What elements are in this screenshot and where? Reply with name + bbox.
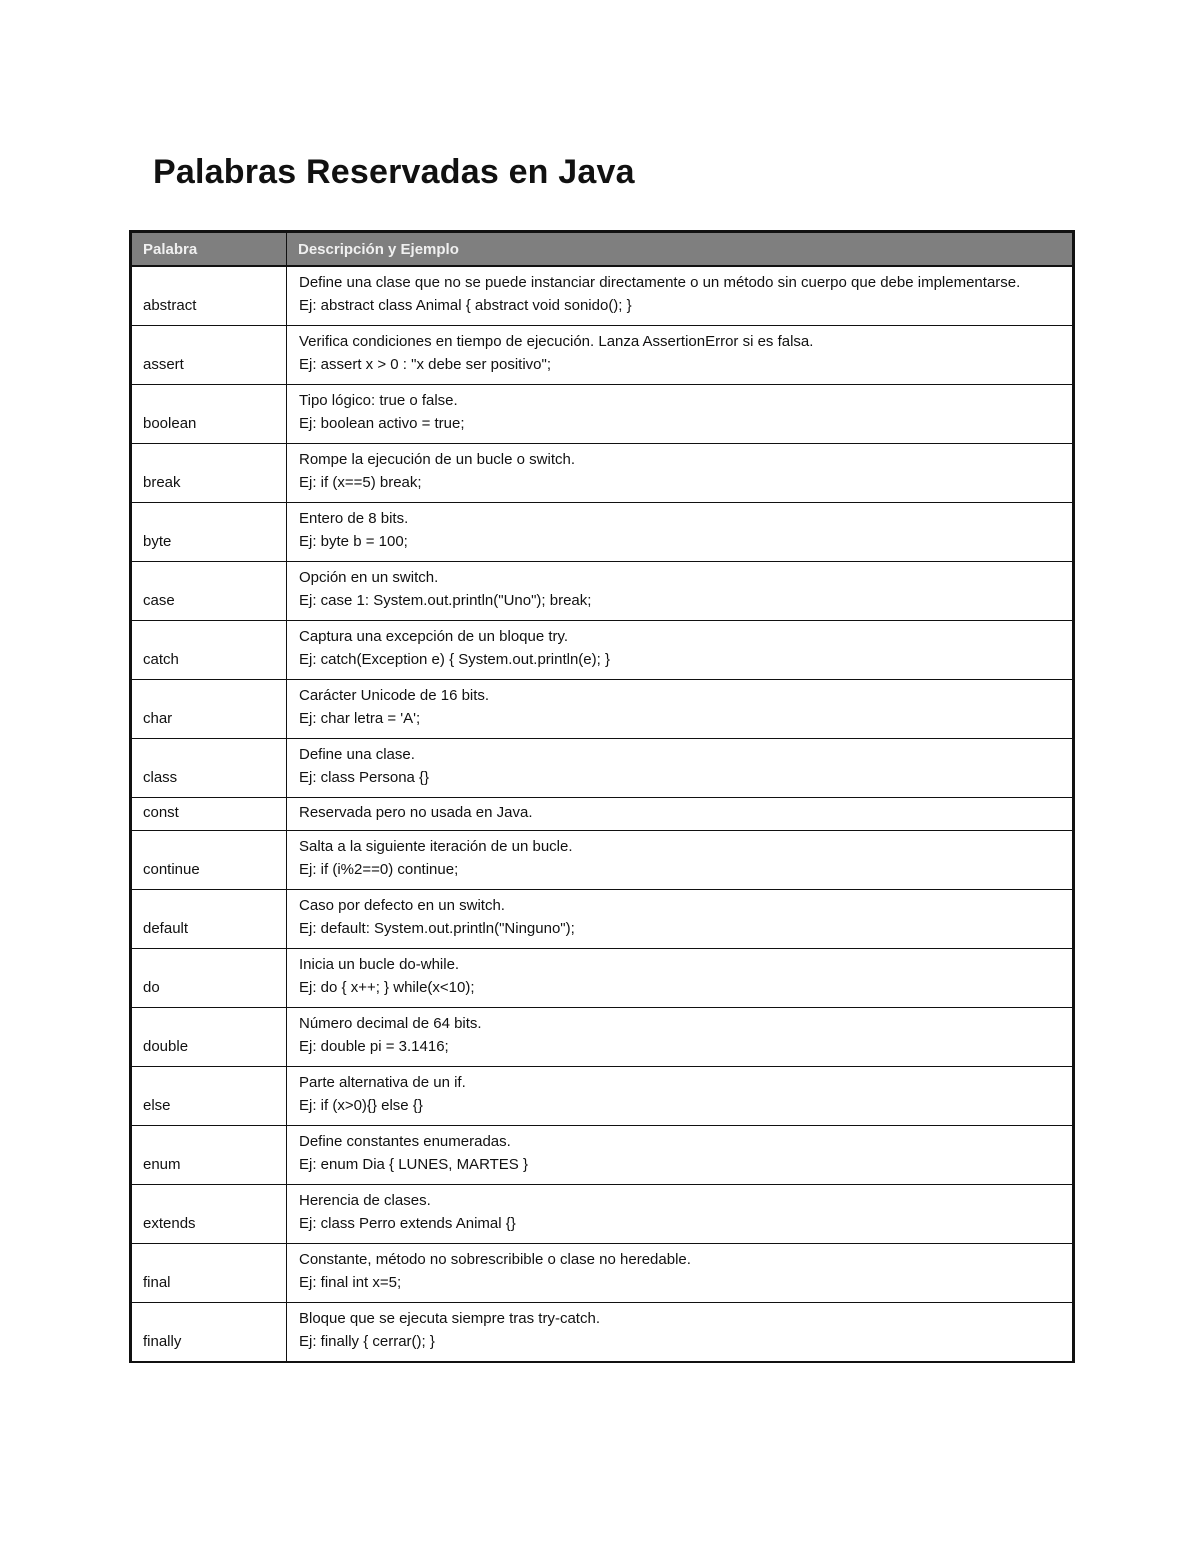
keyword-cell: default [131,890,287,949]
example-text: Ej: case 1: System.out.println("Uno"); break; [299,592,592,609]
description-text: Herencia de clases. [299,1192,431,1209]
keyword-cell: break [131,444,287,503]
table-row [131,562,1074,621]
header-palabra: Palabra [131,232,287,267]
table-header-row [131,232,1074,267]
description-cell [287,1126,1074,1185]
keyword-cell: extends [131,1185,287,1244]
description-text: Verifica condiciones en tiempo de ejecución. Lanza AssertionError si es falsa. [299,333,814,350]
keyword-cell: class [131,739,287,798]
description-text: Inicia un bucle do-while. [299,956,460,973]
example-text: Ej: final int x=5; [299,1274,402,1291]
table-row [131,1244,1074,1303]
example-text: Ej: boolean activo = true; [299,415,465,432]
description-text: Define una clase que no se puede instanciar directamente o un método sin cuerpo que debe implementarse. [299,274,1021,291]
keyword-cell: abstract [131,266,287,326]
description-text: Reservada pero no usada en Java. [299,804,533,821]
table-row [131,890,1074,949]
description-cell [287,890,1074,949]
description-cell [287,444,1074,503]
example-text: Ej: do { x++; } while(x<10); [299,979,475,996]
keyword-cell: final [131,1244,287,1303]
table-row [131,1067,1074,1126]
description-text: Caso por defecto en un switch. [299,897,505,914]
table-row [131,1185,1074,1244]
description-text: Tipo lógico: true o false. [299,392,458,409]
table-row [131,444,1074,503]
table-row [131,949,1074,1008]
description-cell [287,621,1074,680]
description-text: Constante, método no sobrescribible o clase no heredable. [299,1251,691,1268]
example-text: Ej: abstract class Animal { abstract void sonido(); } [299,297,632,314]
example-text: Ej: double pi = 3.1416; [299,1038,449,1055]
description-cell [287,831,1074,890]
description-text: Captura una excepción de un bloque try. [299,628,569,645]
description-cell [287,562,1074,621]
description-cell [287,326,1074,385]
description-text: Bloque que se ejecuta siempre tras try-catch. [299,1310,600,1327]
description-text: Opción en un switch. [299,569,439,586]
description-text: Carácter Unicode de 16 bits. [299,687,490,704]
table-row [131,739,1074,798]
table-row [131,1008,1074,1067]
description-cell [287,798,1074,831]
keyword-cell: enum [131,1126,287,1185]
description-cell [287,1067,1074,1126]
description-text: Rompe la ejecución de un bucle o switch. [299,451,575,468]
example-text: Ej: class Perro extends Animal {} [299,1215,516,1232]
example-text: Ej: default: System.out.println("Ninguno"); [299,920,575,937]
table-row [131,266,1074,326]
description-text: Número decimal de 64 bits. [299,1015,482,1032]
description-text: Salta a la siguiente iteración de un bucle. [299,838,573,855]
table-row [131,503,1074,562]
example-text: Ej: catch(Exception e) { System.out.println(e); } [299,651,610,668]
example-text: Ej: finally { cerrar(); } [299,1333,435,1350]
description-text: Entero de 8 bits. [299,510,409,527]
table-row [131,1303,1074,1363]
example-text: Ej: enum Dia { LUNES, MARTES } [299,1156,528,1173]
example-text: Ej: byte b = 100; [299,533,408,550]
description-cell [287,949,1074,1008]
description-cell [287,1244,1074,1303]
keyword-cell: const [131,798,287,831]
page-title: Palabras Reservadas en Java [153,153,635,191]
description-cell [287,1185,1074,1244]
example-text: Ej: if (x>0){} else {} [299,1097,423,1114]
table-row [131,1126,1074,1185]
keyword-cell: continue [131,831,287,890]
keyword-cell: do [131,949,287,1008]
description-cell [287,739,1074,798]
table-row [131,680,1074,739]
keyword-cell: boolean [131,385,287,444]
description-cell [287,1008,1074,1067]
table-row [131,326,1074,385]
keyword-cell: byte [131,503,287,562]
example-text: Ej: class Persona {} [299,769,430,786]
description-cell [287,266,1074,326]
description-text: Define una clase. [299,746,415,763]
description-text: Parte alternativa de un if. [299,1074,466,1091]
table-row [131,385,1074,444]
keyword-cell: case [131,562,287,621]
keyword-cell: catch [131,621,287,680]
description-cell [287,385,1074,444]
keyword-cell: char [131,680,287,739]
header-descripcion: Descripción y Ejemplo [287,232,1074,267]
example-text: Ej: assert x > 0 : "x debe ser positivo"; [299,356,552,373]
table-row [131,798,1074,831]
table-body [131,266,1074,1362]
description-cell [287,680,1074,739]
table-row [131,621,1074,680]
keyword-cell: double [131,1008,287,1067]
keyword-cell: else [131,1067,287,1126]
example-text: Ej: if (i%2==0) continue; [299,861,459,878]
example-text: Ej: char letra = 'A'; [299,710,421,727]
description-cell [287,503,1074,562]
table-row [131,831,1074,890]
description-cell [287,1303,1074,1363]
keyword-cell: assert [131,326,287,385]
keyword-cell: finally [131,1303,287,1363]
description-text: Define constantes enumeradas. [299,1133,511,1150]
keywords-table [129,230,1075,1363]
example-text: Ej: if (x==5) break; [299,474,422,491]
